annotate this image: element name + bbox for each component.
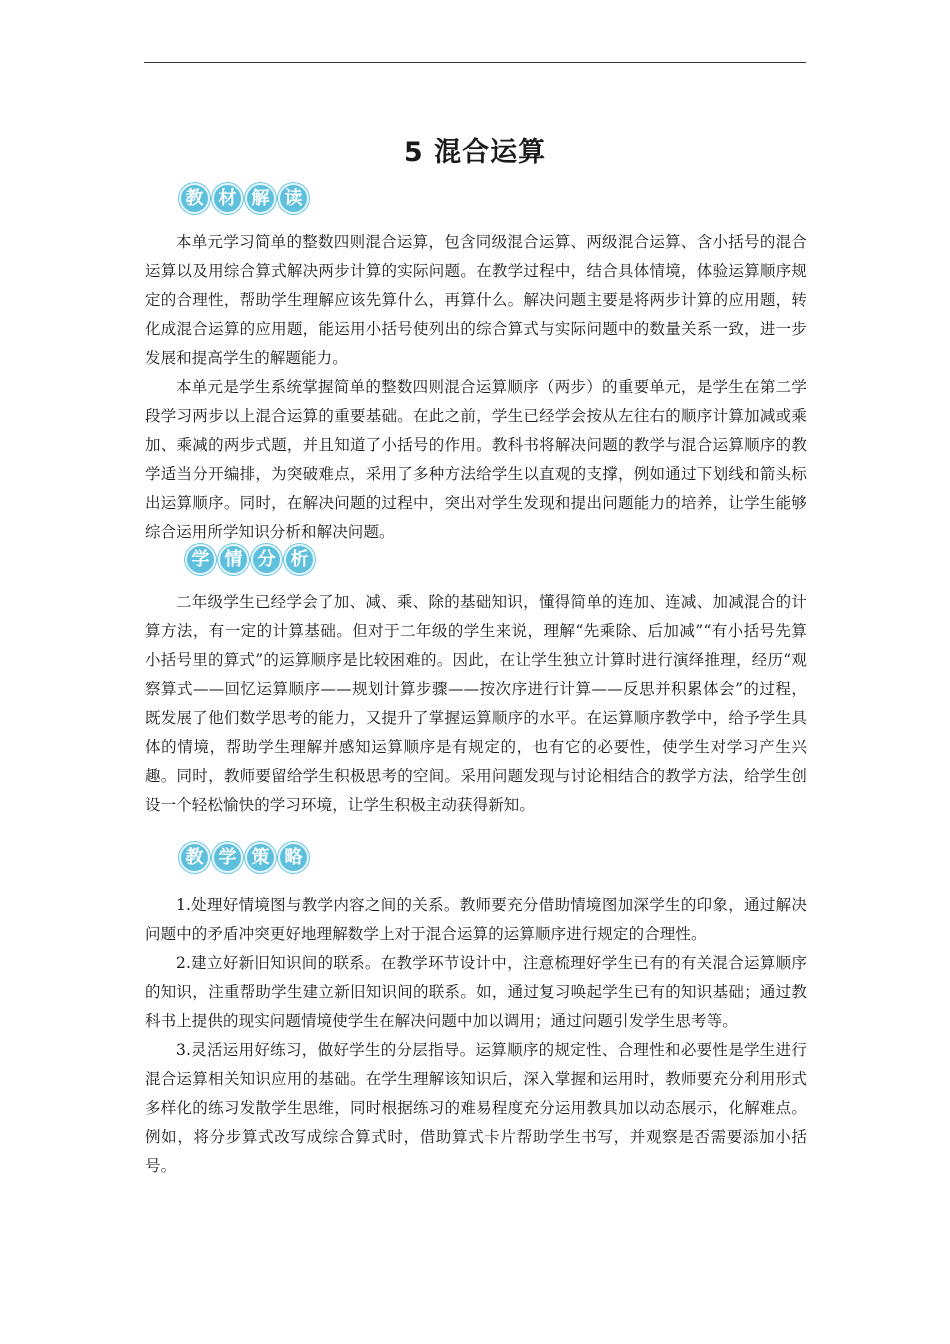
badge-char: 策	[245, 842, 276, 873]
badge-char: 读	[278, 183, 309, 214]
badge-char: 学	[185, 544, 216, 575]
badge-char: 教	[179, 842, 210, 873]
badge-char: 教	[179, 183, 210, 214]
section-badge-textbook-reading	[179, 183, 309, 214]
paragraph: 本单元是学生系统掌握简单的整数四则混合运算顺序（两步）的重要单元，是学生在第二学段学习两步以上混合运算的重要基础。在此之前，学生已经学会按从左往右的顺序计算加减或乘加、乘减的两步式题，并且知道了小括号的作用。教科书将解决问题的教学与混合运算顺序的教学适当分开编排，为突破难点，采用了多种方法给学生以直观的支撑，例如通过下划线和箭头标出运算顺序。同时，在解决问题的过程中，突出对学生发现和提出问题能力的培养，让学生能够综合运用所学知识分析和解决问题。	[145, 378, 807, 541]
badge-char: 略	[278, 842, 309, 873]
section-textbook-reading	[145, 228, 807, 547]
paragraph: 本单元学习简单的整数四则混合运算，包含同级混合运算、两级混合运算、含小括号的混合运算以及用综合算式解决两步计算的实际问题。在教学过程中，结合具体情境，体验运算顺序规定的合理性，帮助学生理解应该先算什么，再算什么。解决问题主要是将两步计算的应用题，转化成混合运算的应用题，能运用小括号使列出的综合算式与实际问题中的数量关系一致，进一步发展和提高学生的解题能力。	[145, 233, 807, 367]
badge-char: 学	[212, 842, 243, 873]
badge-char: 解	[245, 183, 276, 214]
section-badge-teaching-strategy	[179, 842, 309, 873]
paragraph: 二年级学生已经学会了加、减、乘、除的基础知识，懂得简单的连加、连减、加减混合的计算方法，有一定的计算基础。但对于二年级的学生来说，理解“先乘除、后加减”“有小括号先算小括号里的算式”的运算顺序是比较困难的。因此，在让学生独立计算时进行演绎推理，经历“观察算式——回忆运算顺序——规划计算步骤——按次序进行计算——反思并积累体会”的过程，既发展了他们数学思考的能力，又提升了掌握运算顺序的水平。在运算顺序教学中，给予学生具体的情境，帮助学生理解并感知运算顺序是有规定的，也有它的必要性，使学生对学习产生兴趣。同时，教师要留给学生积极思考的空间。采用问题发现与讨论相结合的教学方法，给学生创设一个轻松愉快的学习环境，让学生积极主动获得新知。	[145, 593, 807, 814]
badge-char: 分	[251, 544, 282, 575]
section-teaching-strategy	[145, 891, 807, 1181]
section-badge-learning-analysis	[185, 544, 315, 575]
paragraph: 1.处理好情境图与教学内容之间的关系。教师要充分借助情境图加深学生的印象，通过解决问题中的矛盾冲突更好地理解数学上对于混合运算的运算顺序进行规定的合理性。	[145, 896, 807, 943]
header-rule	[144, 62, 806, 63]
page-title: 5 混合运算	[403, 137, 547, 168]
paragraph: 3.灵活运用好练习，做好学生的分层指导。运算顺序的规定性、合理性和必要性是学生进行混合运算相关知识应用的基础。在学生理解该知识后，深入掌握和运用时，教师要充分利用形式多样化的练习发散学生思维，同时根据练习的难易程度充分运用教具加以动态展示，化解难点。例如，将分步算式改写成综合算式时，借助算式卡片帮助学生书写，并观察是否需要添加小括号。	[145, 1041, 807, 1175]
paragraph: 2.建立好新旧知识间的联系。在教学环节设计中，注意梳理好学生已有的有关混合运算顺序的知识，注重帮助学生建立新旧知识间的联系。如，通过复习唤起学生已有的知识基础；通过教科书上提供的现实问题情境使学生在解决问题中加以调用；通过问题引发学生思考等。	[145, 954, 807, 1030]
badge-char: 情	[218, 544, 249, 575]
badge-char: 析	[284, 544, 315, 575]
badge-char: 材	[212, 183, 243, 214]
section-learning-analysis	[145, 588, 807, 820]
